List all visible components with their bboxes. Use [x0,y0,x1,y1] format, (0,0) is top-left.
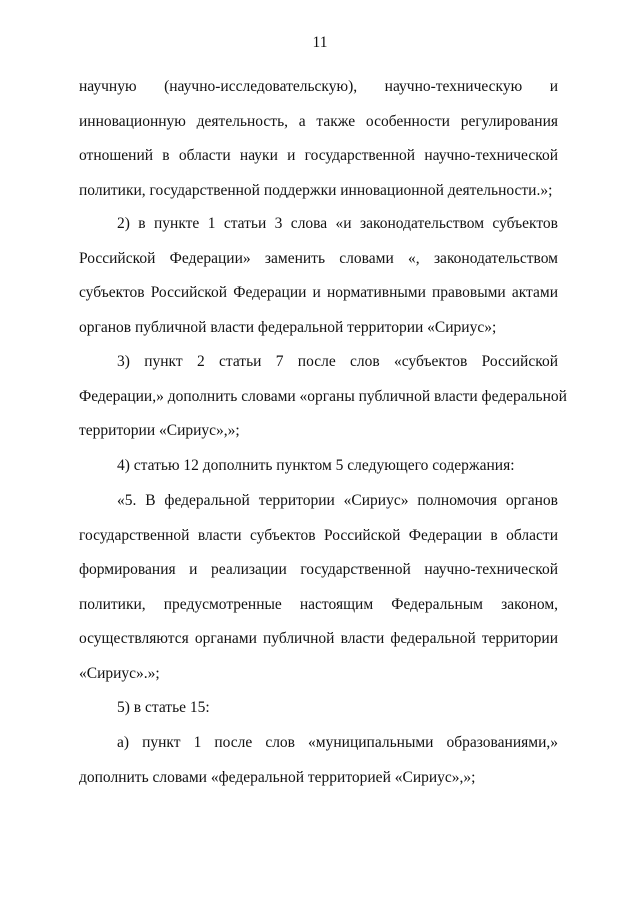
paragraph-line: политики, предусмотренные настоящим Федеральным законом, [79,595,558,613]
paragraph-line: научную (научно-исследовательскую), научно-техническую и [79,78,558,95]
paragraph-6 [79,691,558,726]
paragraph-line: 4) статью 12 дополнить пунктом 5 следующего содержания: [117,457,515,474]
paragraph-line: государственной власти субъектов Российской Федерации в области [79,526,558,544]
paragraph-line: политики, государственной поддержки инновационной деятельности.»; [79,181,553,199]
paragraph-line: отношений в области науки и государственной научно-технической [79,147,558,164]
paragraph-2 [79,207,558,345]
paragraph-line: формирования и реализации государственной научно-технической [79,561,558,578]
paragraph-3 [79,345,567,449]
paragraph-line: Российской Федерации» заменить словами «, законодательством [79,249,558,267]
paragraph-line: инновационную деятельность, а также особенности регулирования [79,112,558,130]
paragraph-line: осуществляются органами публичной власти федеральной территории [79,630,558,647]
paragraph-line: Федерации,» дополнить словами «органы публичной власти федеральной [79,387,567,405]
paragraph-line: а) пункт 1 после слов «муниципальными образованиями,» [117,734,558,751]
paragraph-line: 2) в пункте 1 статьи 3 слова «и законодательством субъектов [117,215,558,232]
paragraph-line: дополнить словами «федеральной территорией «Сириус»,»; [79,768,476,786]
paragraph-line: субъектов Российской Федерации и нормативными правовыми актами [79,284,558,301]
paragraph-line: 3) пункт 2 статьи 7 после слов «субъектов Российской [117,353,558,370]
paragraph-line: 5) в статье 15: [117,699,210,716]
paragraph-line: территории «Сириус»,»; [79,422,240,439]
paragraph-5 [79,484,558,691]
paragraph-line: органов публичной власти федеральной территории «Сириус»; [79,318,497,336]
paragraph-1 [79,70,558,208]
paragraph-line: «Сириус».»; [79,664,160,682]
paragraph-4 [79,449,558,484]
page-number: 11 [312,34,328,51]
paragraph-line: «5. В федеральной территории «Сириус» полномочия органов [117,492,558,509]
paragraph-7 [79,726,558,795]
